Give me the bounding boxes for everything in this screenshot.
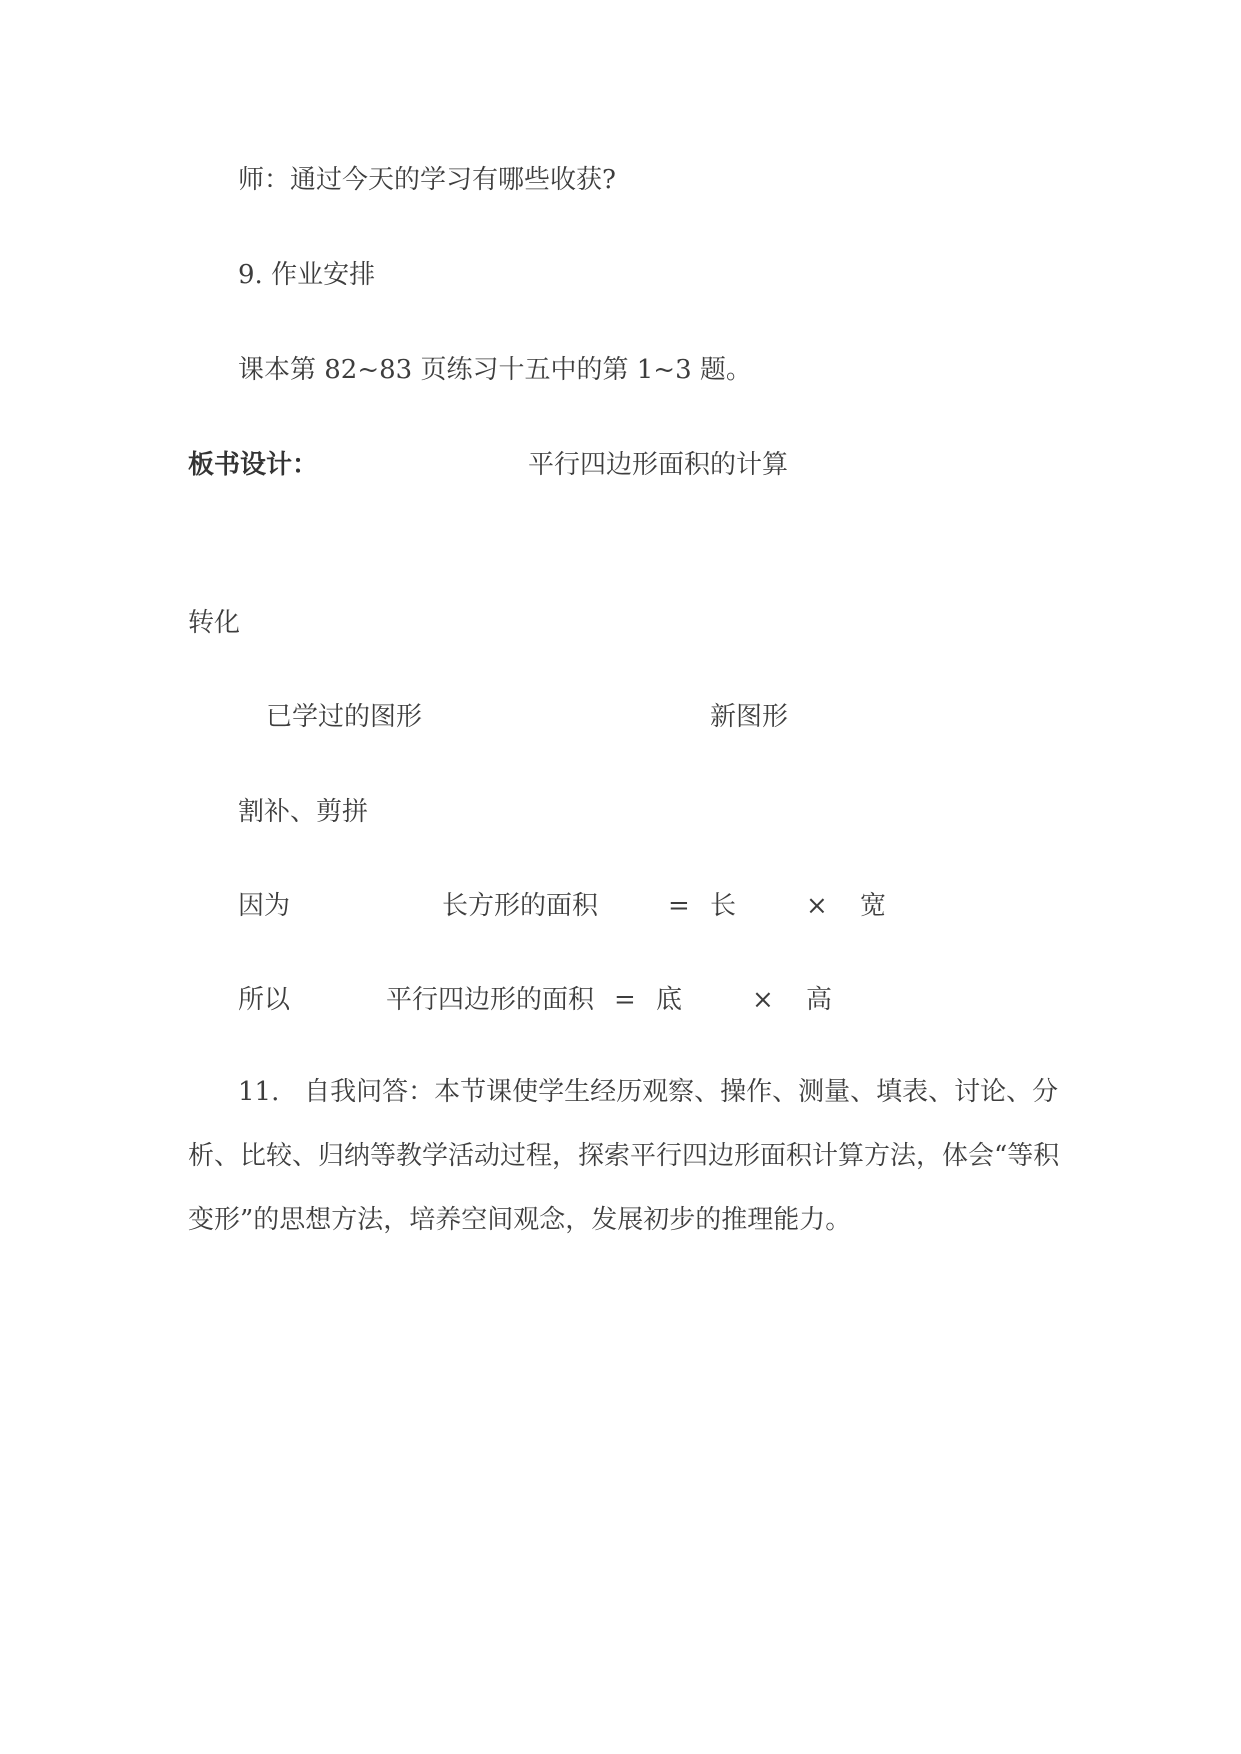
teacher-question: 师：通过今天的学习有哪些收获?	[238, 165, 616, 195]
new-shape-label: 新图形	[710, 702, 789, 732]
because-word: 因为	[238, 891, 291, 921]
parallelogram-area-term: 平行四边形的面积	[386, 985, 595, 1015]
times-sign: ×	[752, 985, 774, 1015]
equals-sign: =	[614, 985, 636, 1015]
board-design-label: 板书设计：	[188, 450, 319, 480]
length-term: 长	[710, 891, 737, 921]
reflection-number: 11.	[238, 1077, 280, 1107]
homework-text: 课本第 82~83 页练习十五中的第 1~3 题。	[238, 355, 752, 385]
width-term: 宽	[860, 891, 887, 921]
homework-heading: 9. 作业安排	[238, 260, 376, 290]
equals-sign: =	[668, 891, 690, 921]
method-label: 割补、剪拼	[238, 797, 369, 827]
base-term: 底	[656, 985, 683, 1015]
board-title: 平行四边形面积的计算	[528, 450, 789, 480]
transform-label: 转化	[188, 608, 241, 638]
therefore-word: 所以	[238, 985, 291, 1015]
reflection-text: 自我问答：本节课使学生经历观察、操作、测量、填表、讨论、分析、比较、归纳等教学活动过程，探索平行四边形面积计算方法，体会“等积变形”的思想方法，培养空间观念，发展初步的推理能力。	[188, 1077, 1060, 1235]
learned-shape-label: 已学过的图形	[266, 702, 423, 732]
times-sign: ×	[806, 891, 828, 921]
reflection-paragraph	[188, 1060, 1068, 1252]
rectangle-area-term: 长方形的面积	[442, 891, 599, 921]
height-term: 高	[806, 985, 833, 1015]
